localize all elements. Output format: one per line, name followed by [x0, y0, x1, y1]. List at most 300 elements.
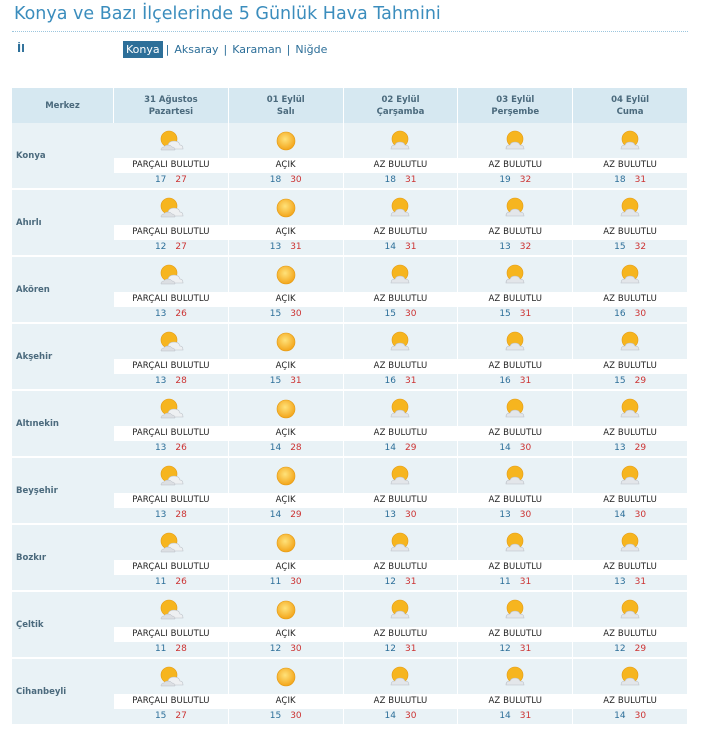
mostly-sunny-icon [344, 525, 458, 560]
sun-icon [229, 324, 343, 359]
day-date: 04 Eylül [611, 94, 650, 105]
il-label: İl [17, 42, 25, 55]
mostly-sunny-icon [458, 659, 572, 694]
forecast-cell [344, 257, 459, 322]
forecast-cell [573, 525, 688, 590]
temp-max: 31 [519, 711, 532, 721]
forecast-cell [344, 324, 459, 389]
forecast-cell [573, 123, 688, 188]
city-name: Bozkır [12, 525, 114, 590]
temp-max: 29 [634, 376, 647, 386]
condition-label: AÇIK [229, 694, 343, 709]
sun-icon [229, 659, 343, 694]
mostly-sunny-icon [458, 324, 572, 359]
forecast-cell [229, 123, 344, 188]
temp-max: 32 [519, 242, 532, 252]
condition-label: PARÇALI BULUTLU [114, 560, 228, 575]
condition-label: PARÇALI BULUTLU [114, 493, 228, 508]
mostly-sunny-icon [458, 458, 572, 493]
condition-label: AZ BULUTLU [344, 694, 458, 709]
condition-label: AZ BULUTLU [344, 359, 458, 374]
temperature-range [573, 441, 687, 456]
mostly-sunny-icon [573, 458, 687, 493]
mostly-sunny-icon [344, 324, 458, 359]
tab-separator: | [223, 43, 228, 56]
city-name: Akören [12, 257, 114, 322]
sun-icon [229, 391, 343, 426]
forecast-cell [114, 391, 229, 456]
condition-label: PARÇALI BULUTLU [114, 359, 228, 374]
condition-label: AÇIK [229, 426, 343, 441]
forecast-cell [229, 324, 344, 389]
forecast-cell [458, 458, 573, 523]
temperature-range [344, 374, 458, 389]
temp-max: 30 [290, 711, 302, 721]
temp-max: 30 [634, 711, 647, 721]
forecast-cell [344, 592, 459, 657]
temperature-range [573, 173, 687, 188]
day-date: 01 Eylül [266, 94, 305, 105]
condition-label: PARÇALI BULUTLU [114, 694, 228, 709]
condition-label: AZ BULUTLU [458, 158, 572, 173]
temp-min: 14 [614, 711, 626, 721]
condition-label: AZ BULUTLU [458, 426, 572, 441]
forecast-cell [229, 190, 344, 255]
temp-min: 12 [384, 577, 396, 587]
temp-min: 11 [269, 577, 282, 587]
temp-min: 14 [614, 510, 626, 520]
forecast-cell [573, 324, 688, 389]
temp-max: 32 [519, 175, 532, 185]
day-date: 02 Eylül [381, 94, 420, 105]
condition-label: AZ BULUTLU [573, 694, 687, 709]
forecast-cell [114, 525, 229, 590]
temperature-range [114, 709, 228, 724]
day-header [573, 88, 688, 123]
temp-min: 14 [384, 443, 396, 453]
temperature-range [458, 240, 572, 255]
partly-cloudy-icon [114, 123, 228, 158]
forecast-cell [114, 458, 229, 523]
temp-min: 13 [154, 376, 167, 386]
temp-max: 30 [519, 443, 532, 453]
forecast-cell [344, 458, 459, 523]
temp-min: 14 [499, 711, 511, 721]
table-row [12, 190, 688, 255]
temperature-range [114, 575, 228, 590]
day-date: 31 Ağustos [144, 94, 198, 105]
city-name: Ahırlı [12, 190, 114, 255]
temp-min: 11 [154, 644, 167, 654]
temp-min: 15 [269, 711, 282, 721]
temp-max: 31 [404, 644, 417, 654]
temperature-range [114, 508, 228, 523]
condition-label: AZ BULUTLU [573, 225, 687, 240]
forecast-cell [114, 123, 229, 188]
table-row [12, 257, 688, 322]
temp-max: 30 [634, 510, 647, 520]
table-row [12, 592, 688, 657]
temperature-range [573, 240, 687, 255]
day-weekday: Salı [276, 106, 295, 117]
condition-label: AZ BULUTLU [458, 225, 572, 240]
temp-max: 31 [519, 577, 532, 587]
temperature-range [573, 307, 687, 322]
temp-max: 32 [634, 242, 647, 252]
temp-min: 18 [269, 175, 282, 185]
temperature-range [344, 173, 458, 188]
temp-min: 15 [154, 711, 167, 721]
condition-label: AZ BULUTLU [344, 426, 458, 441]
mostly-sunny-icon [458, 257, 572, 292]
temp-max: 31 [519, 309, 532, 319]
temp-min: 11 [154, 577, 167, 587]
mostly-sunny-icon [458, 190, 572, 225]
temperature-range [458, 642, 572, 657]
temp-min: 16 [499, 376, 511, 386]
table-row [12, 324, 688, 389]
table-header-row [12, 88, 688, 123]
condition-label: AÇIK [229, 560, 343, 575]
temperature-range [458, 709, 572, 724]
partly-cloudy-icon [114, 190, 228, 225]
condition-label: AZ BULUTLU [573, 158, 687, 173]
tab-nigde[interactable]: Niğde [295, 43, 328, 56]
condition-label: AÇIK [229, 292, 343, 307]
city-name: Çeltik [12, 592, 114, 657]
temp-min: 13 [154, 443, 167, 453]
temp-max: 31 [290, 376, 302, 386]
temp-min: 15 [269, 309, 282, 319]
temperature-range [573, 575, 687, 590]
condition-label: AZ BULUTLU [344, 493, 458, 508]
sun-icon [229, 123, 343, 158]
temp-min: 13 [614, 577, 626, 587]
condition-label: AZ BULUTLU [344, 560, 458, 575]
temp-max: 31 [404, 175, 417, 185]
condition-label: AZ BULUTLU [573, 292, 687, 307]
temp-min: 14 [269, 443, 282, 453]
forecast-cell [114, 592, 229, 657]
condition-label: AZ BULUTLU [458, 493, 572, 508]
table-row [12, 659, 688, 724]
temperature-range [344, 441, 458, 456]
temperature-range [344, 642, 458, 657]
temp-max: 28 [175, 376, 187, 386]
condition-label: AÇIK [229, 225, 343, 240]
temp-min: 14 [384, 242, 396, 252]
temp-min: 12 [384, 644, 396, 654]
condition-label: AZ BULUTLU [573, 560, 687, 575]
mostly-sunny-icon [573, 123, 687, 158]
mostly-sunny-icon [458, 123, 572, 158]
temperature-range [229, 441, 343, 456]
temp-max: 31 [404, 242, 417, 252]
mostly-sunny-icon [573, 592, 687, 627]
temperature-range [229, 642, 343, 657]
city-name: Konya [12, 123, 114, 188]
temp-max: 29 [634, 443, 647, 453]
partly-cloudy-icon [114, 324, 228, 359]
temp-min: 13 [154, 309, 167, 319]
condition-label: AÇIK [229, 158, 343, 173]
condition-label: PARÇALI BULUTLU [114, 426, 228, 441]
forecast-cell [344, 190, 459, 255]
temp-min: 14 [384, 711, 396, 721]
mostly-sunny-icon [573, 190, 687, 225]
page-title: Konya ve Bazı İlçelerinde 5 Günlük Hava Tahmini [14, 4, 441, 24]
forecast-cell [458, 190, 573, 255]
condition-label: AÇIK [229, 627, 343, 642]
temp-max: 27 [175, 242, 187, 252]
temp-max: 28 [290, 443, 302, 453]
forecast-cell [458, 324, 573, 389]
forecast-cell [344, 391, 459, 456]
temp-min: 17 [154, 175, 167, 185]
temperature-range [573, 642, 687, 657]
temperature-range [458, 441, 572, 456]
temp-max: 31 [404, 577, 417, 587]
temp-max: 30 [404, 309, 417, 319]
temperature-range [229, 575, 343, 590]
temperature-range [229, 307, 343, 322]
temp-min: 16 [614, 309, 626, 319]
forecast-cell [114, 659, 229, 724]
condition-label: AZ BULUTLU [458, 359, 572, 374]
mostly-sunny-icon [344, 659, 458, 694]
table-row [12, 525, 688, 590]
partly-cloudy-icon [114, 391, 228, 426]
temperature-range [573, 508, 687, 523]
temperature-range [573, 709, 687, 724]
temp-min: 13 [614, 443, 626, 453]
day-weekday: Perşembe [491, 106, 540, 117]
condition-label: AZ BULUTLU [573, 627, 687, 642]
title-divider [12, 31, 688, 32]
condition-label: PARÇALI BULUTLU [114, 627, 228, 642]
temperature-range [114, 173, 228, 188]
temp-max: 31 [634, 175, 647, 185]
temperature-range [458, 575, 572, 590]
temp-min: 16 [384, 376, 396, 386]
temp-min: 18 [614, 175, 626, 185]
city-name: Beyşehir [12, 458, 114, 523]
temp-max: 26 [175, 309, 187, 319]
mostly-sunny-icon [573, 391, 687, 426]
mostly-sunny-icon [458, 592, 572, 627]
temp-max: 30 [634, 309, 647, 319]
mostly-sunny-icon [573, 324, 687, 359]
forecast-cell [344, 659, 459, 724]
mostly-sunny-icon [573, 525, 687, 560]
temp-max: 30 [404, 510, 417, 520]
temp-min: 12 [154, 242, 167, 252]
temp-min: 15 [614, 376, 626, 386]
temp-max: 27 [175, 175, 187, 185]
mostly-sunny-icon [573, 257, 687, 292]
table-row [12, 123, 688, 188]
temp-min: 15 [384, 309, 396, 319]
temperature-range [114, 441, 228, 456]
condition-label: AZ BULUTLU [458, 694, 572, 709]
forecast-cell [458, 123, 573, 188]
temperature-range [229, 173, 343, 188]
forecast-cell [573, 659, 688, 724]
forecast-cell [114, 257, 229, 322]
forecast-cell [573, 391, 688, 456]
forecast-cell [229, 592, 344, 657]
temperature-range [344, 709, 458, 724]
temp-min: 13 [499, 242, 511, 252]
partly-cloudy-icon [114, 592, 228, 627]
day-weekday: Çarşamba [376, 106, 425, 117]
day-date: 03 Eylül [496, 94, 535, 105]
temp-max: 30 [519, 510, 532, 520]
forecast-cell [114, 190, 229, 255]
forecast-cell [458, 391, 573, 456]
temp-max: 30 [290, 577, 302, 587]
mostly-sunny-icon [344, 391, 458, 426]
temperature-range [114, 374, 228, 389]
condition-label: AZ BULUTLU [573, 426, 687, 441]
sun-icon [229, 257, 343, 292]
condition-label: AZ BULUTLU [458, 292, 572, 307]
temp-max: 29 [634, 644, 647, 654]
condition-label: PARÇALI BULUTLU [114, 225, 228, 240]
mostly-sunny-icon [344, 592, 458, 627]
forecast-cell [458, 257, 573, 322]
forecast-cell [573, 592, 688, 657]
temperature-range [114, 642, 228, 657]
temp-max: 27 [175, 711, 187, 721]
condition-label: PARÇALI BULUTLU [114, 292, 228, 307]
mostly-sunny-icon [458, 525, 572, 560]
province-tabs [123, 41, 329, 58]
partly-cloudy-icon [114, 525, 228, 560]
tab-karaman[interactable]: Karaman [232, 43, 282, 56]
condition-label: AÇIK [229, 359, 343, 374]
temperature-range [229, 709, 343, 724]
temp-min: 12 [269, 644, 282, 654]
sun-icon [229, 592, 343, 627]
temperature-range [344, 307, 458, 322]
tab-separator: | [286, 43, 291, 56]
forecast-cell [229, 659, 344, 724]
temp-max: 31 [519, 376, 532, 386]
temperature-range [458, 307, 572, 322]
table-row [12, 391, 688, 456]
condition-label: AZ BULUTLU [458, 560, 572, 575]
temperature-range [114, 240, 228, 255]
forecast-rows [12, 123, 688, 726]
day-header [458, 88, 573, 123]
mostly-sunny-icon [344, 123, 458, 158]
temp-max: 30 [404, 711, 417, 721]
merkez-header: Merkez [12, 88, 114, 123]
forecast-cell [114, 324, 229, 389]
temperature-range [344, 240, 458, 255]
temperature-range [458, 173, 572, 188]
day-weekday: Pazartesi [148, 106, 194, 117]
tab-separator: | [165, 43, 170, 56]
temperature-range [458, 374, 572, 389]
mostly-sunny-icon [458, 391, 572, 426]
temperature-range [344, 508, 458, 523]
condition-label: AZ BULUTLU [344, 627, 458, 642]
temp-min: 14 [499, 443, 511, 453]
day-weekday: Cuma [616, 106, 644, 117]
temp-max: 29 [290, 510, 302, 520]
tab-konya[interactable]: Konya [123, 41, 163, 58]
temp-max: 28 [175, 510, 187, 520]
temperature-range [229, 374, 343, 389]
temp-min: 19 [499, 175, 511, 185]
temp-max: 26 [175, 443, 187, 453]
temp-min: 13 [384, 510, 396, 520]
temp-max: 31 [404, 376, 417, 386]
condition-label: AZ BULUTLU [573, 359, 687, 374]
temp-max: 30 [290, 644, 302, 654]
mostly-sunny-icon [344, 257, 458, 292]
temp-min: 13 [154, 510, 167, 520]
forecast-cell [573, 190, 688, 255]
forecast-cell [458, 592, 573, 657]
mostly-sunny-icon [573, 659, 687, 694]
temp-min: 15 [499, 309, 511, 319]
forecast-table [12, 88, 688, 726]
temperature-range [458, 508, 572, 523]
temp-min: 18 [384, 175, 396, 185]
temp-min: 15 [614, 242, 626, 252]
forecast-cell [573, 257, 688, 322]
partly-cloudy-icon [114, 458, 228, 493]
temp-max: 28 [175, 644, 187, 654]
partly-cloudy-icon [114, 257, 228, 292]
mostly-sunny-icon [344, 458, 458, 493]
temp-min: 11 [499, 577, 511, 587]
city-name: Akşehir [12, 324, 114, 389]
temperature-range [573, 374, 687, 389]
partly-cloudy-icon [114, 659, 228, 694]
table-row [12, 458, 688, 523]
sun-icon [229, 458, 343, 493]
condition-label: AZ BULUTLU [344, 292, 458, 307]
sun-icon [229, 525, 343, 560]
forecast-cell [458, 525, 573, 590]
temp-min: 13 [499, 510, 511, 520]
city-name: Cihanbeyli [12, 659, 114, 724]
forecast-cell [458, 659, 573, 724]
forecast-cell [573, 458, 688, 523]
city-name: Altınekin [12, 391, 114, 456]
condition-label: AZ BULUTLU [458, 627, 572, 642]
day-header [229, 88, 344, 123]
temp-min: 13 [269, 242, 282, 252]
temp-max: 31 [519, 644, 532, 654]
temp-min: 14 [269, 510, 282, 520]
day-header [114, 88, 229, 123]
row-spacer-cell [12, 724, 688, 726]
condition-label: AZ BULUTLU [344, 225, 458, 240]
temp-min: 15 [269, 376, 282, 386]
tab-aksaray[interactable]: Aksaray [174, 43, 219, 56]
forecast-cell [229, 458, 344, 523]
temp-min: 12 [614, 644, 626, 654]
condition-label: AZ BULUTLU [344, 158, 458, 173]
temp-max: 29 [404, 443, 417, 453]
condition-label: AZ BULUTLU [573, 493, 687, 508]
forecast-cell [344, 525, 459, 590]
